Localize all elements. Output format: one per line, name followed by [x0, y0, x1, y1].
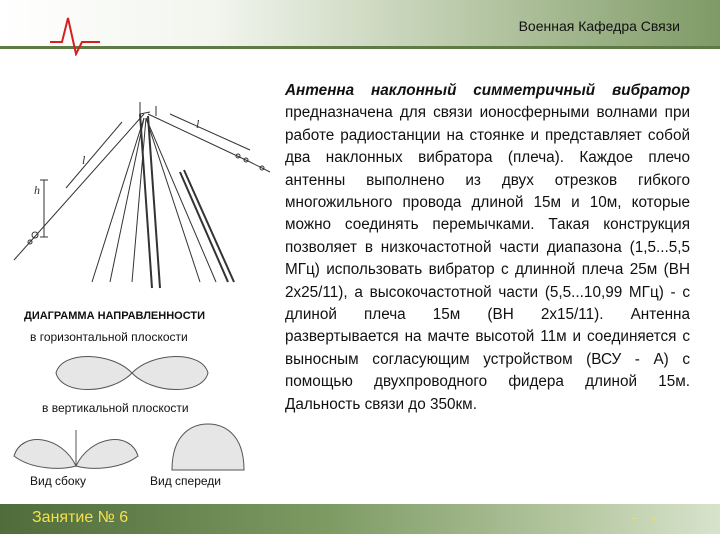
horizontal-pattern — [52, 350, 212, 396]
description-text — [285, 80, 690, 416]
front-view-label: Вид спереди — [150, 474, 222, 488]
description-rest: предназначена для связи ионосферными волнами при работе радиостанции на стоянке и представляет собой два наклонных вибратора (плеча). Каждое плечо антенны выполнено из двух отрезков гибкого многожильного провода длиной 15м и 10м, которые можно соединять перемычками. Такая конструкция позволяет в низкочастотной части диапазона (1,5...5,5 МГц) использовать вибратор с длинной плеча 25м (ВН 2х25/11), а высокочастотной части (5,5...10,99 МГц) - с длиной плеча 15м (ВН 2х15/11). Антенна развертывается на мачте высотой 11м и соединяется с выносным согласующим устройством (ВСУ - А) с помощью двухпроводного фидера длиной 15м. Дальность связи до 350км. — [285, 104, 690, 413]
pulse-icon — [50, 14, 100, 56]
vertical-plane-label: в вертикальной плоскости — [42, 401, 189, 415]
diagram-title: ДИАГРАММА НАПРАВЛЕННОСТИ — [24, 310, 205, 322]
description-lead: Антенна наклонный симметричный вибратор — [285, 82, 690, 99]
lesson-number: Занятие № 6 — [32, 509, 129, 526]
vertical-pattern-side — [12, 426, 140, 470]
horizontal-plane-label: в горизонтальной плоскости — [30, 330, 188, 344]
footer-dots: - - — [632, 510, 663, 525]
header-title: Военная Кафедра Связи — [518, 18, 680, 34]
side-view-label: Вид сбоку — [30, 474, 86, 488]
antenna-illustration — [0, 92, 280, 292]
label-h: h — [34, 183, 40, 197]
label-l-right: l — [196, 117, 200, 131]
header-divider — [0, 46, 720, 49]
vertical-pattern-front — [168, 422, 248, 472]
label-l-left: l — [82, 153, 86, 167]
